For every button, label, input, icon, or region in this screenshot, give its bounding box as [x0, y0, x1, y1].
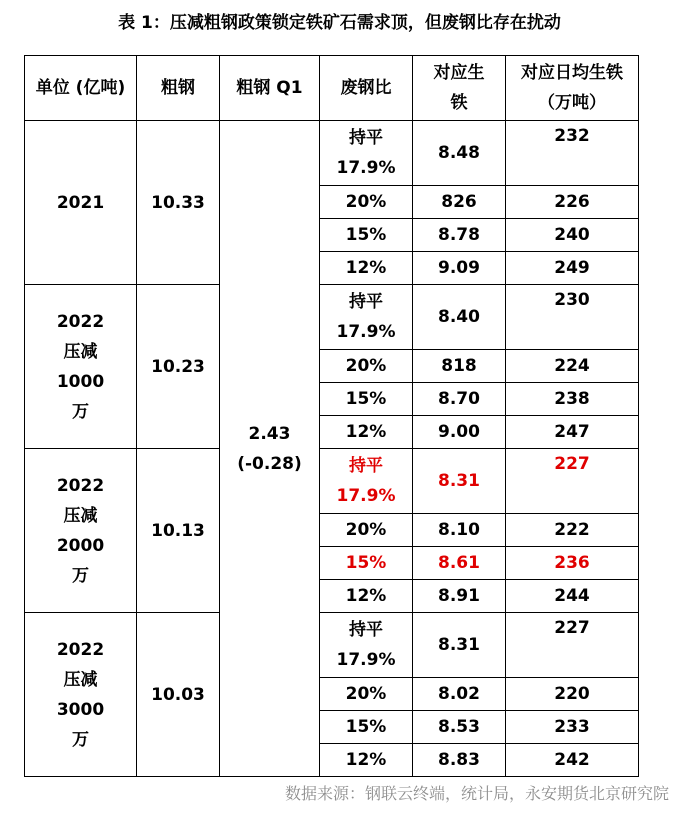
group-label: 2021 [25, 121, 137, 285]
daily-pig-iron-value: 222 [506, 514, 639, 547]
header-crude-steel-q1: 粗钢 Q1 [220, 56, 320, 121]
daily-pig-iron-value: 238 [506, 383, 639, 416]
scrap-ratio-cell [320, 252, 413, 285]
scrap-ratio-cell [320, 744, 413, 777]
daily-pig-iron-value: 240 [506, 219, 639, 252]
scrap-ratio-percent: 17.9% [336, 486, 396, 506]
pig-iron-value: 9.00 [413, 416, 506, 449]
daily-pig-iron-value: 247 [506, 416, 639, 449]
daily-pig-iron-value: 230 [506, 285, 639, 350]
scrap-ratio-value: 持平 [349, 292, 383, 312]
group-label: 2022 压减 1000 万 [25, 285, 137, 449]
header-daily-pig-iron: 对应日均生铁（万吨） [506, 56, 639, 121]
scrap-ratio-value: 12% [345, 258, 387, 278]
crude-steel-q1-cell [220, 121, 320, 777]
scrap-ratio-cell [320, 219, 413, 252]
daily-pig-iron-value: 220 [506, 678, 639, 711]
pig-iron-value: 8.61 [413, 547, 506, 580]
data-table [24, 55, 639, 777]
table-row [25, 285, 639, 350]
pig-iron-value: 8.78 [413, 219, 506, 252]
pig-iron-value: 8.83 [413, 744, 506, 777]
crude-steel-value: 10.13 [137, 449, 220, 613]
daily-pig-iron-value: 249 [506, 252, 639, 285]
scrap-ratio-cell [320, 613, 413, 678]
scrap-ratio-cell [320, 547, 413, 580]
daily-pig-iron-value: 227 [506, 449, 639, 514]
scrap-ratio-percent: 17.9% [336, 158, 396, 178]
q1-value: 2.43 [248, 423, 291, 444]
scrap-ratio-value: 持平 [349, 128, 383, 148]
group-label: 2022 压减 3000 万 [25, 613, 137, 777]
pig-iron-value: 8.40 [413, 285, 506, 350]
scrap-ratio-value: 12% [345, 422, 387, 442]
header-row [25, 56, 639, 121]
scrap-ratio-cell [320, 580, 413, 613]
daily-pig-iron-value: 226 [506, 186, 639, 219]
daily-pig-iron-value: 244 [506, 580, 639, 613]
scrap-ratio-value: 持平 [349, 456, 383, 476]
pig-iron-value: 8.31 [413, 613, 506, 678]
table-body [25, 121, 639, 777]
pig-iron-value: 8.48 [413, 121, 506, 186]
scrap-ratio-value: 持平 [349, 620, 383, 640]
scrap-ratio-cell [320, 711, 413, 744]
daily-pig-iron-value: 233 [506, 711, 639, 744]
daily-pig-iron-value: 227 [506, 613, 639, 678]
scrap-ratio-value: 20% [345, 192, 387, 212]
scrap-ratio-cell [320, 449, 413, 514]
pig-iron-value: 8.91 [413, 580, 506, 613]
scrap-ratio-value: 20% [345, 520, 387, 540]
scrap-ratio-percent: 17.9% [336, 322, 396, 342]
scrap-ratio-cell [320, 186, 413, 219]
daily-pig-iron-value: 242 [506, 744, 639, 777]
crude-steel-value: 10.03 [137, 613, 220, 777]
table-row [25, 449, 639, 514]
scrap-ratio-cell [320, 514, 413, 547]
scrap-ratio-value: 15% [345, 389, 387, 409]
table-row [25, 613, 639, 678]
scrap-ratio-cell [320, 416, 413, 449]
group-label: 2022 压减 2000 万 [25, 449, 137, 613]
q1-change: (-0.28) [237, 453, 302, 474]
header-pig-iron: 对应生铁 [413, 56, 506, 121]
scrap-ratio-value: 12% [345, 750, 387, 770]
scrap-ratio-cell [320, 121, 413, 186]
pig-iron-value: 8.70 [413, 383, 506, 416]
scrap-ratio-value: 15% [345, 717, 387, 737]
pig-iron-value: 818 [413, 350, 506, 383]
source-note: 数据来源：钢联云终端，统计局，永安期货北京研究院 [284, 784, 669, 803]
scrap-ratio-value: 20% [345, 684, 387, 704]
daily-pig-iron-value: 232 [506, 121, 639, 186]
pig-iron-value: 9.09 [413, 252, 506, 285]
scrap-ratio-cell [320, 383, 413, 416]
pig-iron-value: 8.02 [413, 678, 506, 711]
header-scrap-ratio: 废钢比 [320, 56, 413, 121]
scrap-ratio-cell [320, 678, 413, 711]
scrap-ratio-cell [320, 285, 413, 350]
scrap-ratio-value: 15% [345, 553, 387, 573]
table-row [25, 121, 639, 186]
crude-steel-value: 10.23 [137, 285, 220, 449]
pig-iron-value: 8.31 [413, 449, 506, 514]
header-crude-steel: 粗钢 [137, 56, 220, 121]
header-unit: 单位 (亿吨) [25, 56, 137, 121]
crude-steel-value: 10.33 [137, 121, 220, 285]
scrap-ratio-cell [320, 350, 413, 383]
scrap-ratio-value: 15% [345, 225, 387, 245]
pig-iron-value: 8.53 [413, 711, 506, 744]
pig-iron-value: 8.10 [413, 514, 506, 547]
scrap-ratio-value: 12% [345, 586, 387, 606]
pig-iron-value: 826 [413, 186, 506, 219]
daily-pig-iron-value: 224 [506, 350, 639, 383]
daily-pig-iron-value: 236 [506, 547, 639, 580]
table-title: 表 1：压减粗钢政策锁定铁矿石需求顶，但废钢比存在扰动 [118, 13, 561, 33]
scrap-ratio-value: 20% [345, 356, 387, 376]
scrap-ratio-percent: 17.9% [336, 650, 396, 670]
